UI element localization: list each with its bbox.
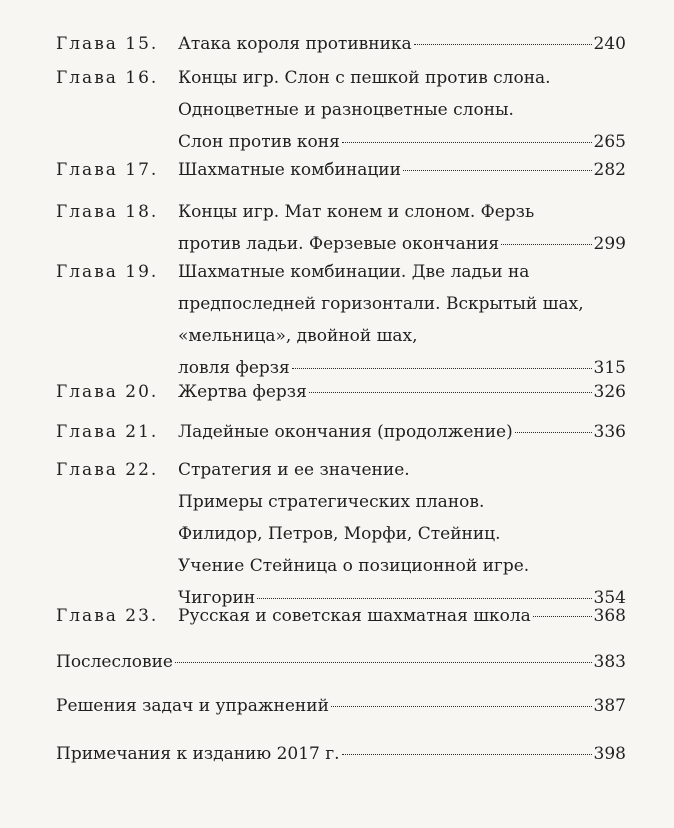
section-title: Примечания к изданию 2017 г. bbox=[56, 744, 340, 764]
toc-entry-solutions bbox=[56, 690, 626, 722]
dot-leader bbox=[309, 392, 592, 393]
chapter-title-line: Концы игр. Мат конем и слоном. Ферзь bbox=[178, 202, 535, 222]
toc-line bbox=[178, 154, 626, 186]
dot-leader bbox=[342, 142, 592, 143]
chapter-title-line: Шахматные комбинации bbox=[178, 160, 401, 180]
toc-entry bbox=[56, 416, 626, 448]
toc-line bbox=[56, 738, 626, 770]
chapter-title-line: Чигорин bbox=[178, 588, 256, 608]
chapter-label: Глава 15. bbox=[56, 34, 159, 54]
toc-entry bbox=[56, 600, 626, 632]
chapter-title-line: Ладейные окончания (продолжение) bbox=[178, 422, 513, 442]
page-number: 299 bbox=[593, 234, 626, 254]
toc-line bbox=[178, 376, 626, 408]
toc-line bbox=[56, 690, 626, 722]
dot-leader bbox=[533, 616, 592, 617]
chapter-label: Глава 19. bbox=[56, 262, 159, 282]
page-number: 383 bbox=[593, 652, 626, 672]
dot-leader bbox=[292, 368, 592, 369]
toc-entry bbox=[56, 28, 626, 60]
page-number: 315 bbox=[593, 358, 626, 378]
toc-entry bbox=[56, 154, 626, 186]
page-number: 354 bbox=[593, 588, 626, 608]
toc-entry bbox=[56, 62, 626, 158]
chapter-label: Глава 16. bbox=[56, 68, 159, 88]
toc-line bbox=[178, 416, 626, 448]
chapter-label: Глава 22. bbox=[56, 460, 159, 480]
toc-entry bbox=[56, 196, 626, 260]
dot-leader bbox=[331, 706, 592, 707]
chapter-title-line: Примеры стратегических планов. bbox=[178, 492, 485, 512]
chapter-title-line: Слон против коня bbox=[178, 132, 340, 152]
chapter-title-line: Шахматные комбинации. Две ладьи на bbox=[178, 262, 530, 282]
chapter-label: Глава 21. bbox=[56, 422, 159, 442]
chapter-title-line: Одноцветные и разноцветные слоны. bbox=[178, 100, 514, 120]
dot-leader bbox=[342, 754, 592, 755]
section-title: Послесловие bbox=[56, 652, 173, 672]
page-number: 265 bbox=[593, 132, 626, 152]
chapter-title-line: против ладьи. Ферзевые окончания bbox=[178, 234, 500, 254]
chapter-title-line: Учение Стейница о позиционной игре. bbox=[178, 556, 530, 576]
chapter-title-line: Стратегия и ее значение. bbox=[178, 460, 410, 480]
toc-line bbox=[56, 646, 626, 678]
page-number: 326 bbox=[593, 382, 626, 402]
dot-leader bbox=[257, 598, 591, 599]
dot-leader bbox=[501, 244, 591, 245]
toc-entry bbox=[56, 454, 626, 614]
chapter-title-line: ловля ферзя bbox=[178, 358, 290, 378]
chapter-label: Глава 17. bbox=[56, 160, 159, 180]
dot-leader bbox=[515, 432, 592, 433]
dot-leader bbox=[414, 44, 592, 45]
toc-entry bbox=[56, 256, 626, 384]
chapter-title-line: Жертва ферзя bbox=[178, 382, 307, 402]
page-number: 398 bbox=[593, 744, 626, 764]
chapter-title-line: Концы игр. Слон с пешкой против слона. bbox=[178, 68, 551, 88]
chapter-label: Глава 23. bbox=[56, 606, 159, 626]
toc-entry bbox=[56, 376, 626, 408]
chapter-title-line: Атака короля противника bbox=[178, 34, 412, 54]
chapter-label: Глава 20. bbox=[56, 382, 159, 402]
toc-entry-afterword bbox=[56, 646, 626, 678]
dot-leader bbox=[403, 170, 592, 171]
page-number: 368 bbox=[593, 606, 626, 626]
chapter-label: Глава 18. bbox=[56, 202, 159, 222]
chapter-title-line: «мельница», двойной шах, bbox=[178, 326, 418, 346]
toc-line bbox=[178, 28, 626, 60]
chapter-title-line: Русская и советская шахматная школа bbox=[178, 606, 531, 626]
chapter-title-line: предпоследней горизонтали. Вскрытый шах, bbox=[178, 294, 584, 314]
page-number: 240 bbox=[593, 34, 626, 54]
page-number: 282 bbox=[593, 160, 626, 180]
dot-leader bbox=[175, 662, 592, 663]
toc-line bbox=[178, 600, 626, 632]
chapter-title-line: Филидор, Петров, Морфи, Стейниц. bbox=[178, 524, 501, 544]
page-number: 387 bbox=[593, 696, 626, 716]
toc-entry-notes bbox=[56, 738, 626, 770]
page-number: 336 bbox=[593, 422, 626, 442]
section-title: Решения задач и упражнений bbox=[56, 696, 329, 716]
